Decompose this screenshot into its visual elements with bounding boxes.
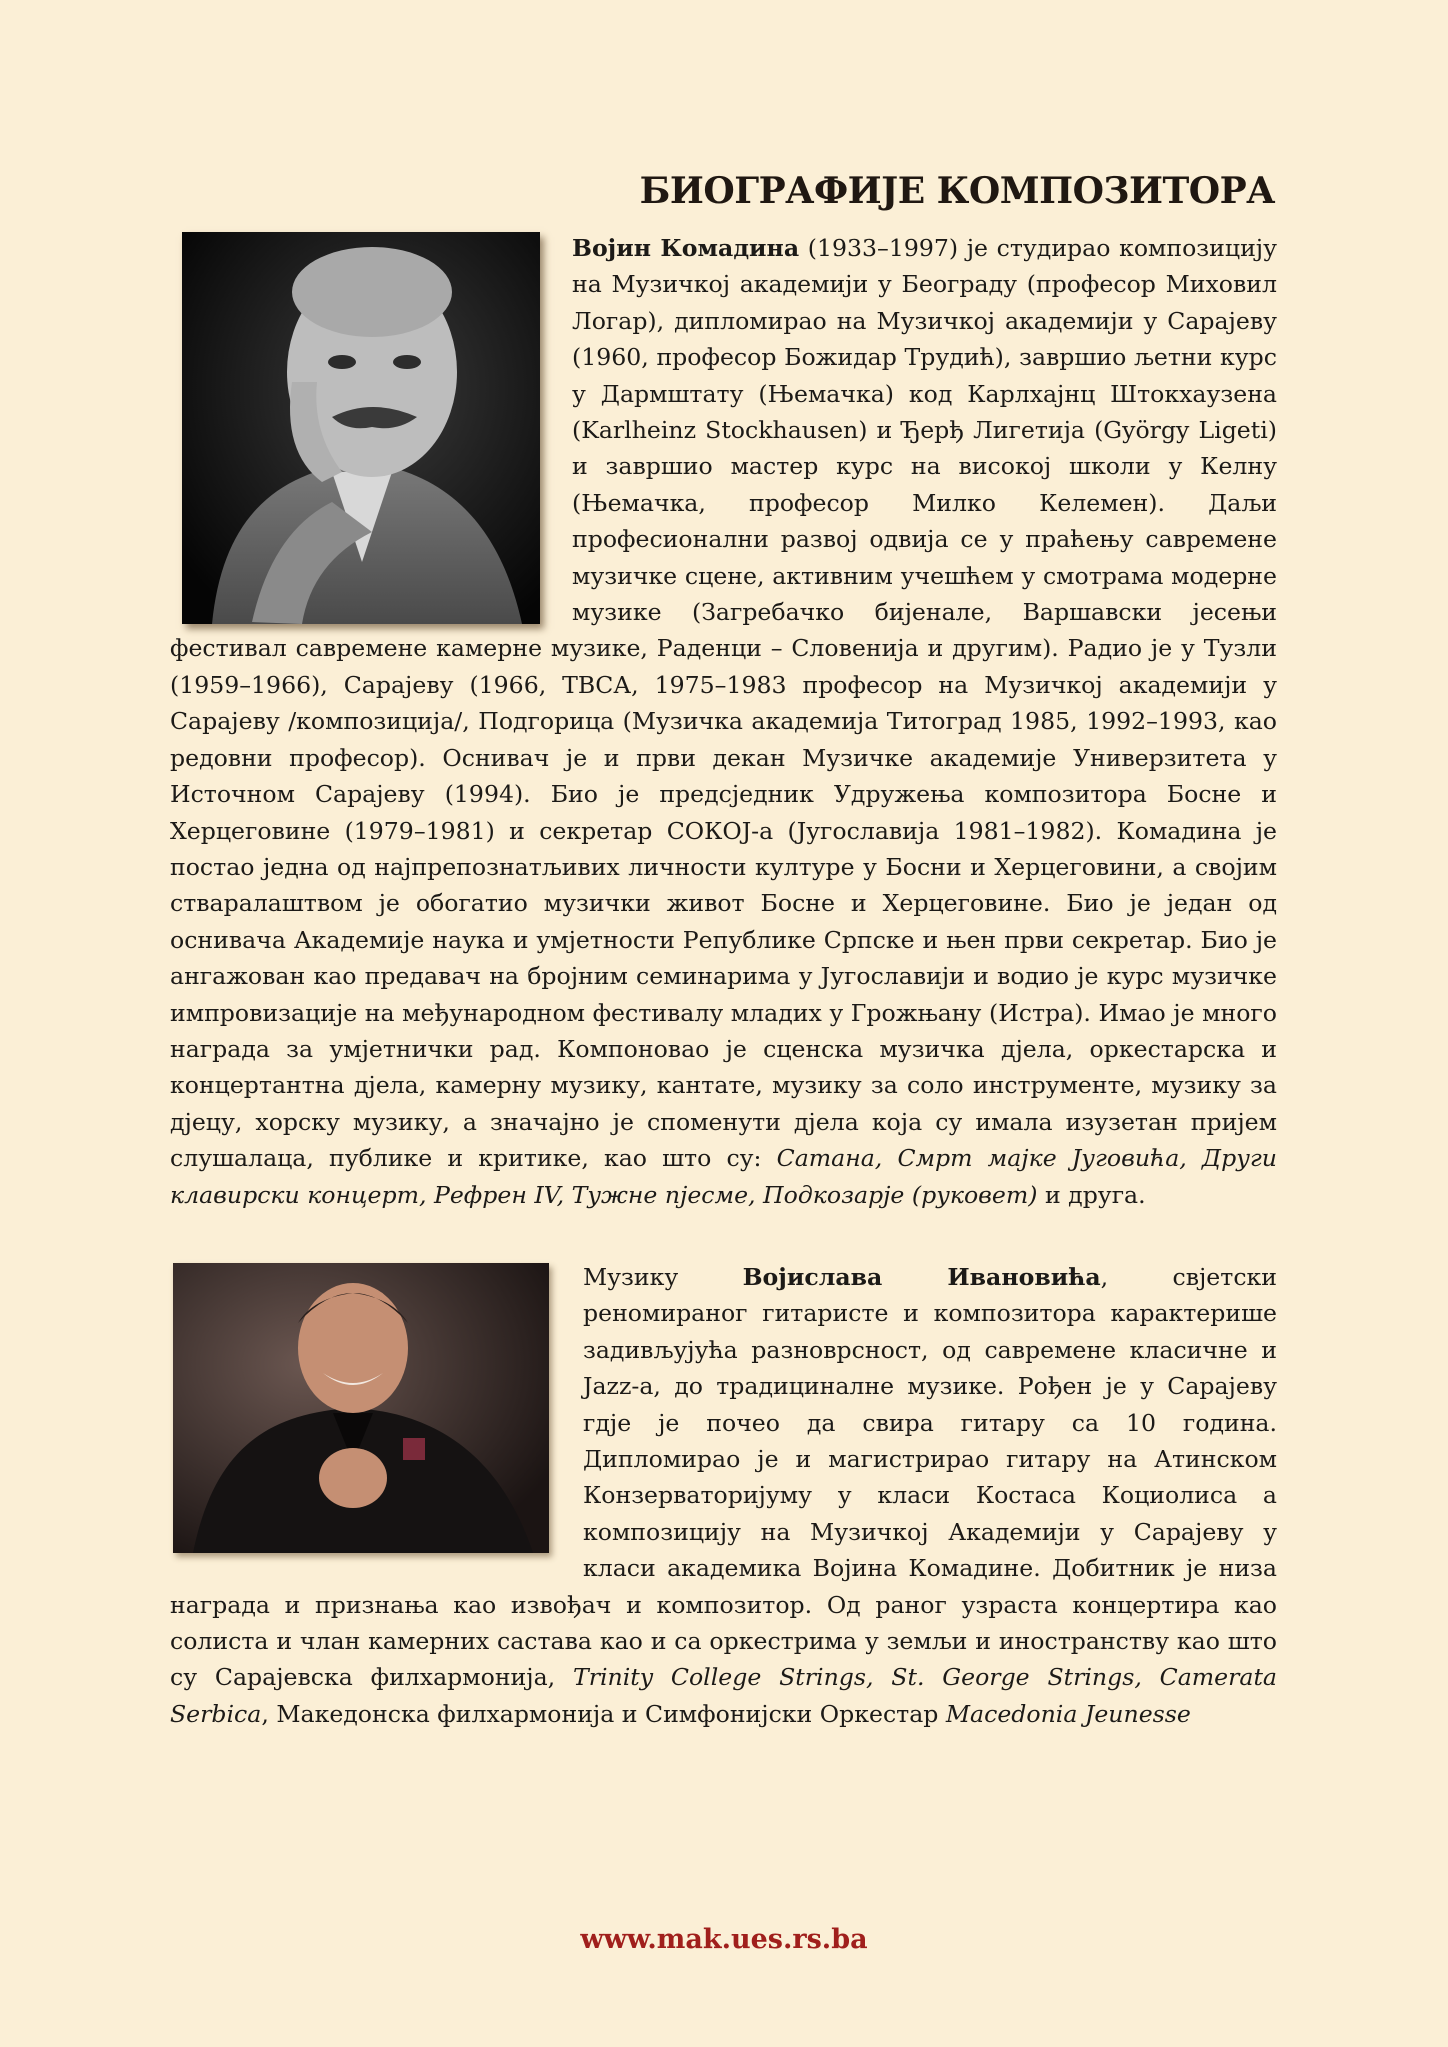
komadina-portrait-photo — [182, 232, 540, 624]
komadina-bio-text: (1933–1997) је студирао композицију на Музичкој академији у Београду (професор Миховил Логар), дипломирао на Музичкој академији у Сарајеву (1960, професор Божидар Трудић), завршио љетни курс у Дармштату (Њемачка) код Карлхајнц Штокхаузена (Karlheinz Stockhausen) и Ђерђ Лигетија (György Ligeti) и завршио мастер курс на високој школи у Келну (Њемачка, професор Милко Келемен). Даљи професионални развој одвија се у праћењу савремене музичке сцене, активним учешћем у смотрама модерне музике (Загребачко бијенале, Варшавски јесењи фестивал савремене камерне музике, Раденци – Словенија и другим). Радио је у Тузли (1959–1966), Сарајеву (1966, ТВСА, 1975–1983 професор на Музичкој академији у Сарајеву /композиција/, Подгорица (Музичка академија Титоград 1985, 1992–1993, као редовни професор). Оснивач је и први декан Музичке академије Универзитета у Источном Сарајеву (1994). Био је предсједник Удружења композитора Босне и Херцеговине (1979–1981) и секретар СОКОЈ-а (Југославија 1981–1982). Комадина је постао једна од најпрепознатљивих личности културе у Босни и Херцеговини, а својим стваралаштвом је обогатио музички живот Босне и Херцеговине. Био је један од оснивача Академије наука и умјетности Републике Српске и њен први секретар. Био је ангажован као предавач на бројним семинарима у Југославији и водио је курс музичке импровизације на међународном фестивалу младих у Грожњану (Истра). Имао је много награда за умјетнички рад. Компоновао је сценска музичка дјела, оркестарска и концертантна дјела, камерну музику, кантате, музику за соло инструменте, музику за дјецу, хорску музику, а значајно је споменути дјела која су имала изузетан пријем слушалаца, публике и критике, као што су: — [170, 234, 1278, 1173]
ivanovic-bio-intro: Музику — [583, 1262, 679, 1291]
ivanovic-name: Војислава Ивановића — [742, 1262, 1101, 1291]
footer-website-link[interactable]: www.mak.ues.rs.ba — [580, 1924, 868, 1955]
komadina-bio-ending: и друга. — [1044, 1180, 1146, 1209]
ivanovic-orchestra: Macedonia Jeunesse — [945, 1699, 1191, 1728]
ivanovic-bio-text: , свјетски реномираног гитаристе и композитора карактерише задивљујућа разноврсност, од савремене класичне и Jazz-а, до традициналне музике. Рођен је у Сарајеву гдје је почео да свира гитару са 10 година. Дипломирао је и магистрирао гитару на Атинском Конзерваторијуму у класи Костаса Коциолиса а композицију на Музичкој Академији у Сарајеву у класи академика Војина Комадине. Добитник је низа награда и признања као извођач и композитор. Од раног узраста концертира као солиста и члан камерних састава као и са оркестрима у земљи и иностранству као што су Сарајевска филхармонија, — [170, 1262, 1278, 1692]
ivanovic-bio-text-continued: , Македонска филхармонија и Симфонијски Оркестар — [261, 1699, 939, 1728]
komadina-name: Војин Комадина — [572, 234, 800, 262]
page-title: БИОГРАФИЈЕ КОМПОЗИТОРА — [639, 170, 1275, 212]
ivanovic-ensembles: Trinity College Strings, St. George Strings, Camerata Serbica — [170, 1663, 1277, 1728]
ivanovic-portrait-photo — [173, 1263, 549, 1553]
komadina-works: Сатана, Смрт мајке Југовића, Други клавирски концерт, Рефрен IV, Тужне пјесме, Подкозарје (руковет) — [170, 1144, 1277, 1209]
page-content — [170, 168, 1277, 1732]
